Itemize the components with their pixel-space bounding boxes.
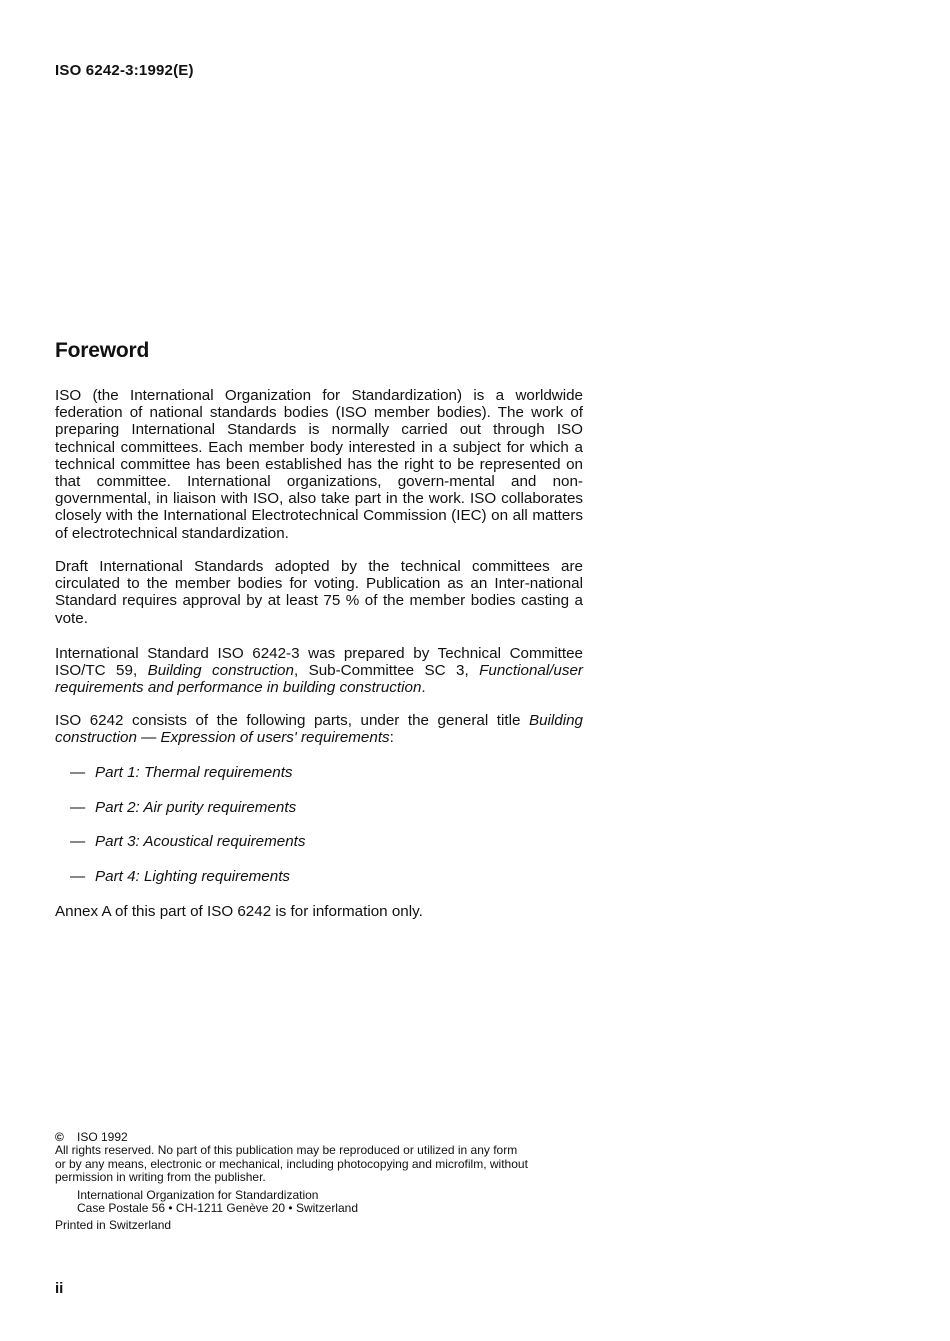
paragraph-text: ISO (the International Organization for Standardization) is a worldwide federation of national standards bodies (ISO member bodies). The work of preparing International Standards is normally carried out through ISO technical committees. Each member body interested in a subject for which a technical committee has been established has the right to be represented on that committee. International organizations, govern-mental and non-governmental, in liaison with ISO, also take part in the work. ISO collaborates closely with the International Electrotechnical Commission (IEC) on all matters of electrotechnical standardization.	[55, 387, 583, 542]
copyright-year: ISO 1992	[77, 1130, 128, 1144]
paragraph-text: Draft International Standards adopted by the technical committees are circulated to the member bodies for voting. Publication as an Inter-national Standard requires approval by at least 75 % of the member bodies casting a vote.	[55, 558, 583, 627]
organization-address: Case Postale 56 • CH-1211 Genève 20 • Switzerland	[77, 1201, 358, 1216]
document-id: ISO 6242-3:1992(E)	[55, 62, 194, 79]
parts-list	[70, 764, 305, 903]
rights-line-3: permission in writing from the publisher.	[55, 1170, 266, 1185]
rights-line-2: or by any means, electronic or mechanical, including photocopying and microfilm, without	[55, 1156, 528, 1171]
part-label: Part 1: Thermal requirements	[95, 764, 293, 781]
dash-bullet: —	[70, 798, 86, 816]
committee-title: Building construction	[147, 662, 294, 680]
list-item	[70, 799, 305, 834]
printed-in: Printed in Switzerland	[55, 1218, 172, 1233]
foreword-paragraph-2	[55, 558, 583, 627]
part-label: Part 2: Air purity requirements	[95, 798, 297, 816]
foreword-paragraph-1	[55, 387, 583, 542]
dash-bullet: —	[70, 764, 86, 781]
copyright-block	[55, 1131, 585, 1233]
text-segment: .	[421, 679, 426, 697]
foreword-paragraph-3	[55, 645, 583, 697]
foreword-heading: Foreword	[55, 339, 150, 362]
copyright-icon: ©	[55, 1130, 64, 1144]
foreword-paragraph-4	[55, 712, 583, 746]
part-label: Part 3: Acoustical requirements	[95, 833, 306, 851]
part-label: Part 4: Lighting requirements	[95, 868, 291, 886]
text-segment: International Standard ISO 6242-3 was prepared by Technical Committee ISO/TC 59,	[55, 645, 583, 680]
text-segment: :	[389, 729, 394, 747]
paragraph-text	[55, 712, 583, 746]
paragraph-text	[55, 645, 583, 697]
text-segment: ISO 6242 consists of the following parts, under the general title	[55, 712, 529, 729]
general-title: Building construction — Expression of users' requirements	[55, 712, 583, 747]
dash-bullet: —	[70, 868, 86, 886]
subcommittee-title: Functional/user requirements and performance in building construction	[55, 662, 583, 697]
list-item	[70, 868, 305, 903]
list-item	[70, 764, 305, 799]
annex-note: Annex A of this part of ISO 6242 is for information only.	[55, 903, 423, 920]
list-item	[70, 833, 305, 868]
organization-name: International Organization for Standardization	[77, 1187, 319, 1202]
page-number: ii	[55, 1280, 64, 1297]
text-segment: , Sub-Committee SC 3,	[293, 662, 480, 680]
rights-line-1: All rights reserved. No part of this publication may be reproduced or utilized in any form	[55, 1143, 518, 1158]
copyright-line	[55, 1131, 585, 1144]
dash-bullet: —	[70, 833, 86, 851]
